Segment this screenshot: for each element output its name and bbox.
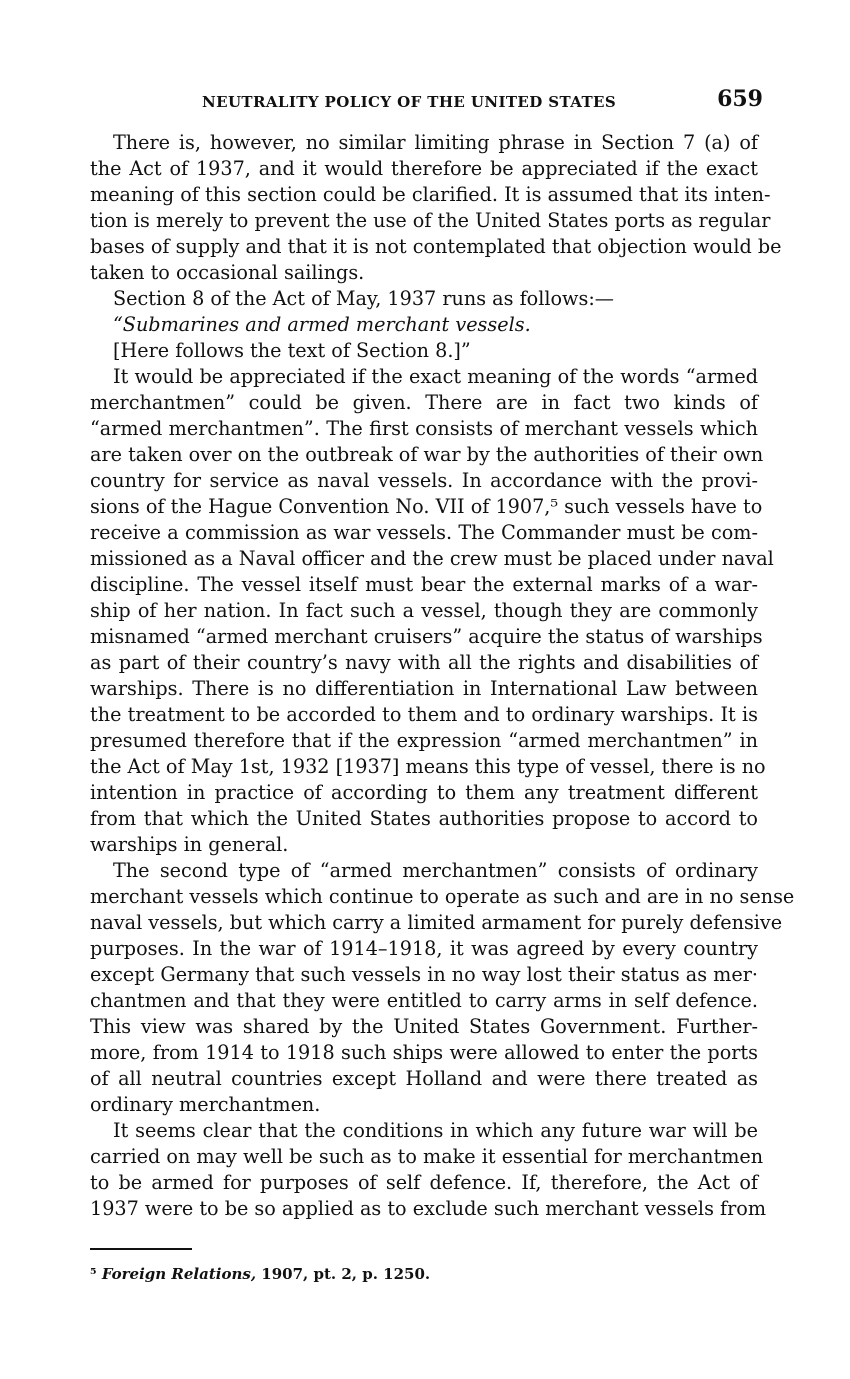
text-line: more, from 1914 to 1918 such ships were allowed to enter the ports (90, 1041, 758, 1064)
text-line: misnamed “armed merchant cruisers” acquire the status of warships (90, 625, 763, 648)
text-line: warships. There is no differentiation in International Law between (90, 677, 758, 700)
text-line: presumed therefore that if the expression “armed merchantmen” in (90, 729, 758, 752)
text-line: purposes. In the war of 1914–1918, it was agreed by every country (90, 937, 758, 960)
text-line: tion is merely to prevent the use of the United States ports as regular (90, 209, 771, 232)
page-header (90, 86, 765, 118)
text-line: chantmen and that they were entitled to carry arms in self defence. (90, 989, 758, 1012)
text-line: warships in general. (90, 833, 289, 856)
text-line: taken to occasional sailings. (90, 261, 365, 284)
text-line: It would be appreciated if the exact meaning of the words “armed (113, 365, 758, 388)
text-line: intention in practice of according to them any treatment different (90, 781, 758, 804)
text-line: “Submarines and armed merchant vessels. (113, 313, 531, 336)
text-line: meaning of this section could be clarified. It is assumed that its inten- (90, 183, 771, 206)
text-line: to be armed for purposes of self defence. If, therefore, the Act of (90, 1171, 758, 1194)
text-line: merchant vessels which continue to operate as such and are in no sense (90, 885, 795, 908)
text-line: the treatment to be accorded to them and to ordinary warships. It is (90, 703, 758, 726)
text-line: discipline. The vessel itself must bear the external marks of a war- (90, 573, 758, 596)
text-line: There is, however, no similar limiting phrase in Section 7 (a) of (113, 131, 758, 154)
footnote-marker: ⁵ (90, 1265, 97, 1283)
text-line: 1937 were to be so applied as to exclude such merchant vessels from (90, 1197, 767, 1220)
text-line: the Act of May 1st, 1932 [1937] means this type of vessel, there is no (90, 755, 766, 778)
text-line: missioned as a Naval officer and the crew must be placed under naval (90, 547, 774, 570)
text-line: It seems clear that the conditions in which any future war will be (113, 1119, 758, 1142)
text-line: country for service as naval vessels. In accordance with the provi- (90, 469, 758, 492)
footnote-title: Foreign Relations, (101, 1265, 257, 1283)
page-number: 659 (717, 86, 763, 112)
text-line: except Germany that such vessels in no way lost their status as mer· (90, 963, 759, 986)
text-line: Section 8 of the Act of May, 1937 runs as follows:— (113, 287, 614, 310)
footnote-citation: 1907, pt. 2, p. 1250. (256, 1265, 431, 1283)
text-line: carried on may well be such as to make it essential for merchantmen (90, 1145, 764, 1168)
text-line: “armed merchantmen”. The first consists of merchant vessels which (90, 417, 758, 440)
text-line: This view was shared by the United States Government. Further- (90, 1015, 758, 1038)
text-line: bases of supply and that it is not contemplated that objection would be (90, 235, 782, 258)
text-line: the Act of 1937, and it would therefore be appreciated if the exact (90, 157, 758, 180)
text-line: receive a commission as war vessels. The Commander must be com- (90, 521, 758, 544)
text-line: of all neutral countries except Holland and were there treated as (90, 1067, 758, 1090)
text-line: naval vessels, but which carry a limited armament for purely defensive (90, 911, 783, 934)
text-line: are taken over on the outbreak of war by the authorities of their own (90, 443, 764, 466)
body-text (90, 130, 795, 1222)
text-line: as part of their country’s navy with all the rights and disabilities of (90, 651, 758, 674)
text-line: ship of her nation. In fact such a vessel, though they are commonly (90, 599, 758, 622)
text-line: sions of the Hague Convention No. VII of 1907,⁵ such vessels have to (90, 495, 763, 518)
footnote-divider (90, 1248, 192, 1250)
text-line: The second type of “armed merchantmen” consists of ordinary (113, 859, 758, 882)
text-line: ordinary merchantmen. (90, 1093, 321, 1116)
footnote (90, 1265, 430, 1283)
text-line: from that which the United States authorities propose to accord to (90, 807, 758, 830)
running-title: NEUTRALITY POLICY OF THE UNITED STATES (202, 93, 617, 111)
text-line: [Here follows the text of Section 8.]” (113, 339, 471, 362)
text-line: merchantmen” could be given. There are in fact two kinds of (90, 391, 758, 414)
